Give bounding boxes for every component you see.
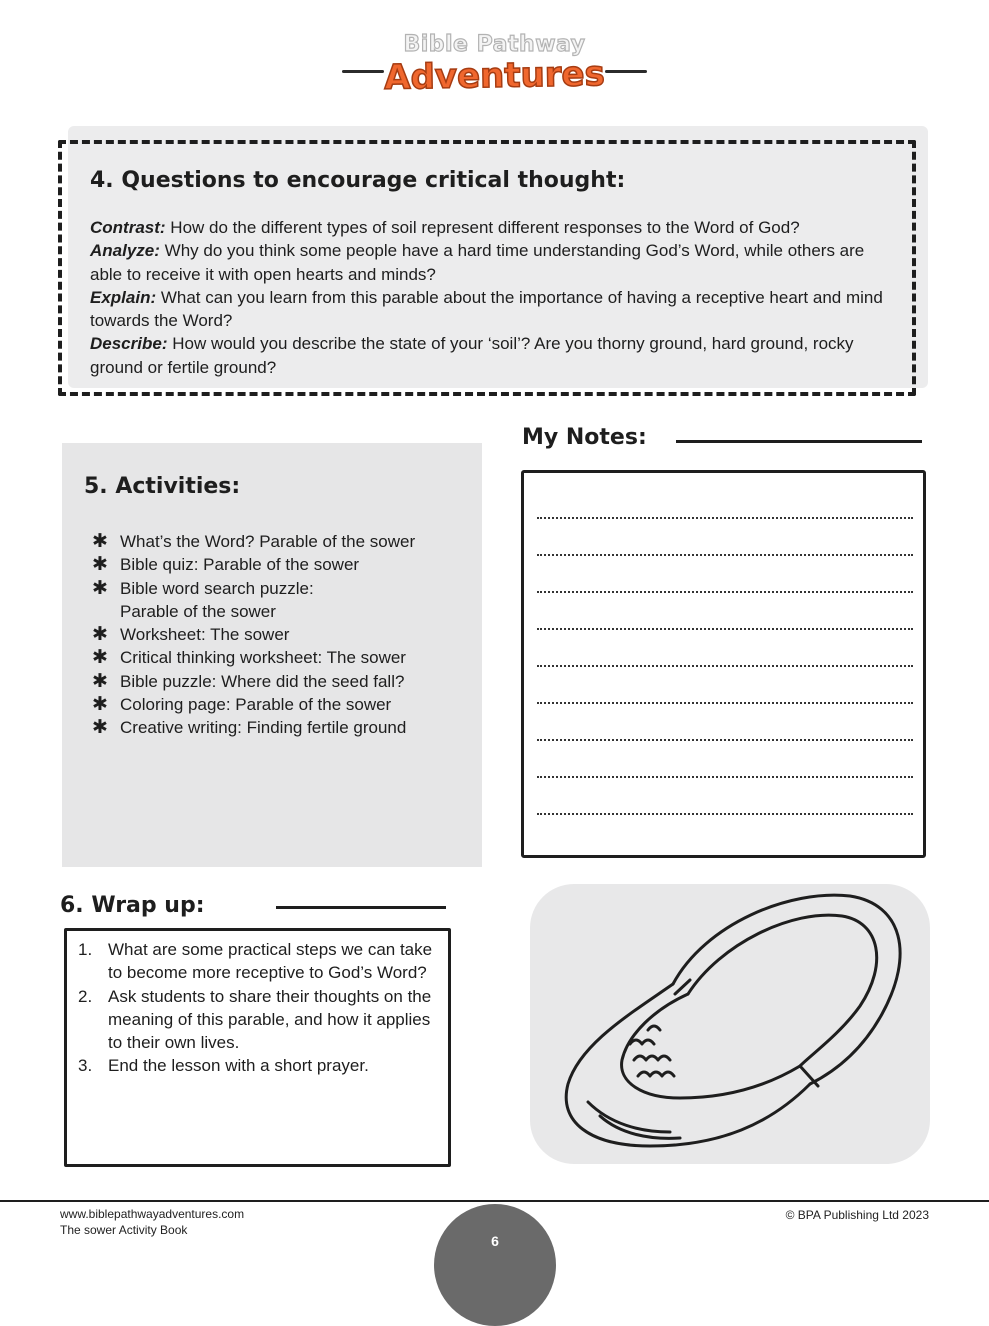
list-item: 2. Ask students to share their thoughts on the meaning of this parable, and how it applies to their own lives. — [78, 986, 432, 1053]
wrap-up-list — [78, 938, 433, 1078]
asterisk-icon: ✱ — [92, 531, 108, 552]
section4-title: 4. Questions to encourage critical thought: — [90, 168, 626, 193]
notes-writing-line[interactable] — [537, 628, 913, 630]
question-contrast: Contrast: How do the different types of soil represent different responses to the Word of God? — [90, 218, 800, 237]
notes-writing-line[interactable] — [537, 554, 913, 556]
list-item: ✱ Critical thinking worksheet: The sower — [92, 647, 406, 669]
asterisk-icon: ✱ — [92, 577, 108, 599]
notes-writing-line[interactable] — [537, 739, 913, 741]
list-item: ✱ Bible word search puzzle: Parable of the sower — [92, 577, 314, 621]
list-item: ✱ Coloring page: Parable of the sower — [92, 694, 392, 716]
asterisk-icon: ✱ — [92, 694, 108, 716]
notes-writing-line[interactable] — [537, 702, 913, 704]
activities-list — [92, 530, 472, 740]
asterisk-icon: ✱ — [92, 647, 108, 669]
page-number: 6 — [491, 1233, 499, 1249]
question-analyze: Analyze: Why do you think some people have a hard time understanding God’s Word, while others are able to receive it with open hearts and minds? — [90, 241, 865, 284]
notes-writing-line[interactable] — [537, 665, 913, 667]
section4-questions — [90, 216, 890, 379]
asterisk-icon: ✱ — [92, 624, 108, 646]
list-item: ✱ Worksheet: The sower — [92, 624, 290, 646]
notes-title-rule — [676, 440, 922, 443]
page-number-badge — [434, 1204, 556, 1326]
section5-title: 5. Activities: — [84, 474, 241, 499]
logo-bible-pathway: Bible Pathway — [403, 32, 586, 57]
notes-box[interactable] — [521, 470, 926, 858]
footer-book-title: The sower Activity Book — [60, 1223, 188, 1237]
asterisk-icon: ✱ — [92, 670, 108, 692]
list-item: ✱ What’s the Word? Parable of the sower — [92, 531, 416, 552]
notes-writing-line[interactable] — [537, 813, 913, 815]
footer-website[interactable]: www.biblepathwayadventures.com — [60, 1207, 245, 1221]
logo-adventures: Adventures — [383, 54, 606, 98]
section6-title: 6. Wrap up: — [60, 893, 205, 918]
header-divider-right — [605, 70, 647, 73]
footer-rule — [0, 1200, 989, 1202]
list-item: 1. What are some practical steps we can take to become more receptive to God’s Word? — [78, 940, 433, 983]
footer-left — [60, 1206, 244, 1238]
notes-writing-line[interactable] — [537, 517, 913, 519]
header-divider-left — [342, 70, 384, 73]
question-describe: Describe: How would you describe the state of your ‘soil’? Are you thorny ground, hard ground, rocky ground or fertile ground? — [90, 334, 854, 377]
notes-writing-line[interactable] — [537, 591, 913, 593]
question-explain: Explain: What can you learn from this parable about the importance of having a receptive heart and mind towards the Word? — [90, 287, 883, 331]
notes-title: My Notes: — [522, 425, 647, 450]
asterisk-icon: ✱ — [92, 554, 108, 576]
list-item: ✱ Bible quiz: Parable of the sower — [92, 554, 360, 576]
seed-bag-illustration — [530, 884, 930, 1164]
list-item: ✱ Bible puzzle: Where did the seed fall? — [92, 670, 405, 692]
asterisk-icon: ✱ — [92, 717, 108, 739]
notes-writing-line[interactable] — [537, 776, 913, 778]
list-item: 3. End the lesson with a short prayer. — [78, 1056, 369, 1076]
section6-title-rule — [276, 906, 446, 909]
footer-copyright: © BPA Publishing Ltd 2023 — [785, 1208, 929, 1222]
list-item: ✱ Creative writing: Finding fertile ground — [92, 717, 407, 739]
